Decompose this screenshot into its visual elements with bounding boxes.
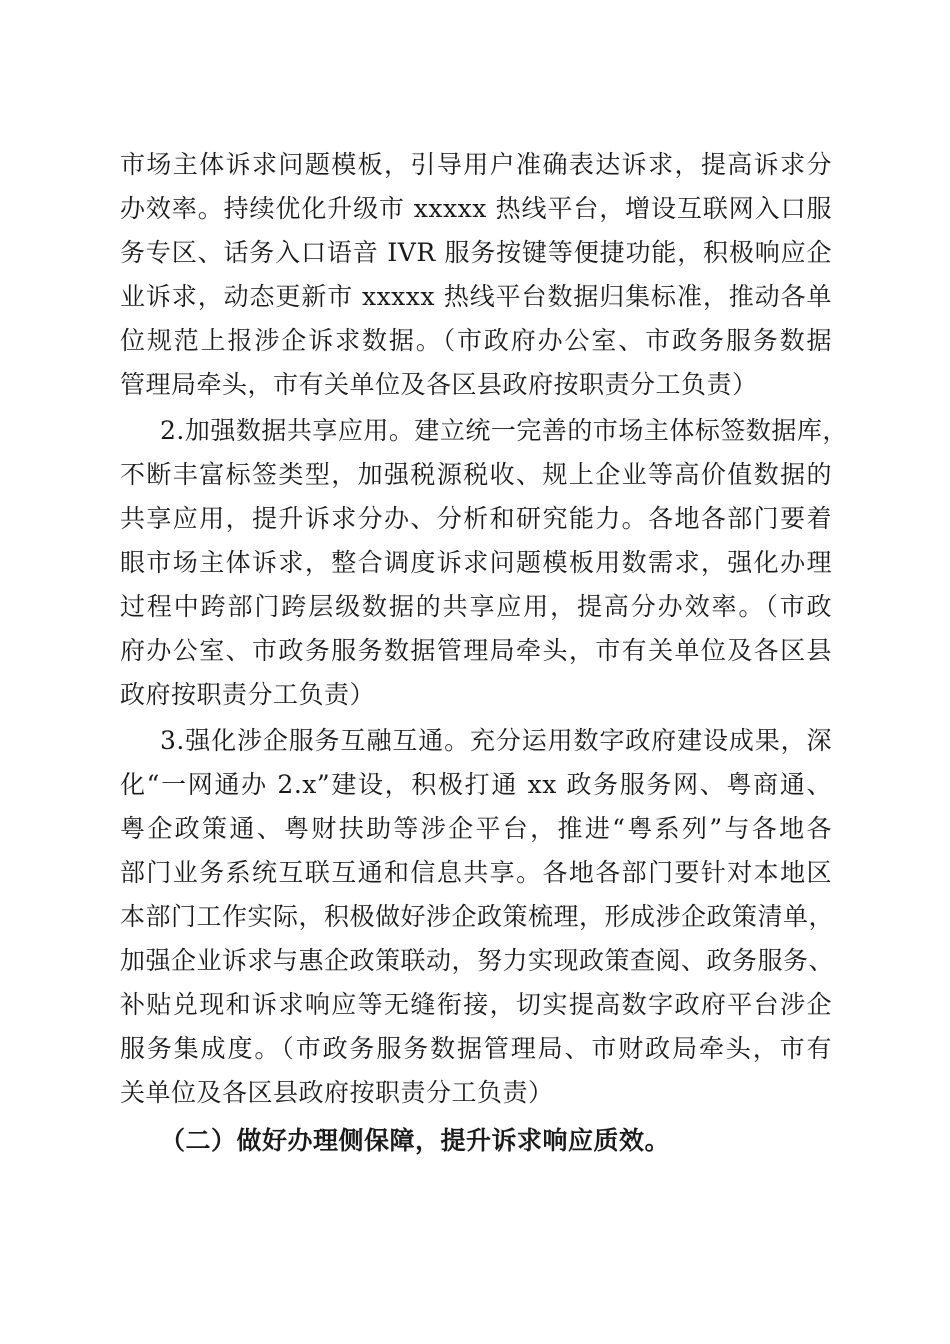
text-line: 管理局牵头，市有关单位及各区县政府按职责分工负责） [120,370,758,399]
text-line: 补贴兑现和诉求响应等无缝衔接，切实提高数字政府平台涉企 [120,990,832,1019]
text-line: 市场主体诉求问题模板，引导用户准确表达诉求，提高诉求分 [120,150,832,179]
paragraph-3-start: 3.强化涉企服务互融互通。充分运用数字政府建设成果，深 [160,726,832,755]
text-line: 不断丰富标签类型，加强税源税收、规上企业等高价值数据的 [120,460,832,489]
section-heading: （二）做好办理侧保障，提升诉求响应质效。 [160,1126,671,1155]
text-line: 过程中跨部门跨层级数据的共享应用，提高分办效率。（市政 [120,592,832,621]
text-line: 本部门工作实际，积极做好涉企政策梳理，形成涉企政策清单， [120,902,835,931]
text-line: 府办公室、市政务服务数据管理局牵头，市有关单位及各区县 [120,636,832,665]
text-line: 加强企业诉求与惠企政策联动，努力实现政策查阅、政务服务、 [120,946,835,975]
text-line: 共享应用，提升诉求分办、分析和研究能力。各地各部门要着 [120,504,832,533]
text-line: 化“一网通办 2.x”建设，积极打通 xx 政务服务网、粤商通、 [120,770,832,799]
text-line: 办效率。持续优化升级市 xxxxx 热线平台，增设互联网入口服 [120,194,832,223]
text-line: 粤企政策通、粤财扶助等涉企平台，推进“粤系列”与各地各 [120,814,832,843]
text-line: 关单位及各区县政府按职责分工负责） [120,1078,554,1107]
text-line: 部门业务系统互联互通和信息共享。各地各部门要针对本地区 [120,858,832,887]
text-line: 政府按职责分工负责） [120,680,376,709]
text-line: 服务集成度。（市政务服务数据管理局、市财政局牵头，市有 [120,1034,832,1063]
paragraph-2-start: 2.加强数据共享应用。建立统一完善的市场主体标签数据库， [160,416,848,445]
text-line: 业诉求，动态更新市 xxxxx 热线平台数据归集标准，推动各单 [120,282,832,311]
text-line: 眼市场主体诉求，整合调度诉求问题模板用数需求，强化办理 [120,548,832,577]
text-line: 务专区、话务入口语音 IVR 服务按键等便捷功能，积极响应企 [120,238,832,267]
text-line: 位规范上报涉企诉求数据。（市政府办公室、市政务服务数据 [120,326,832,355]
